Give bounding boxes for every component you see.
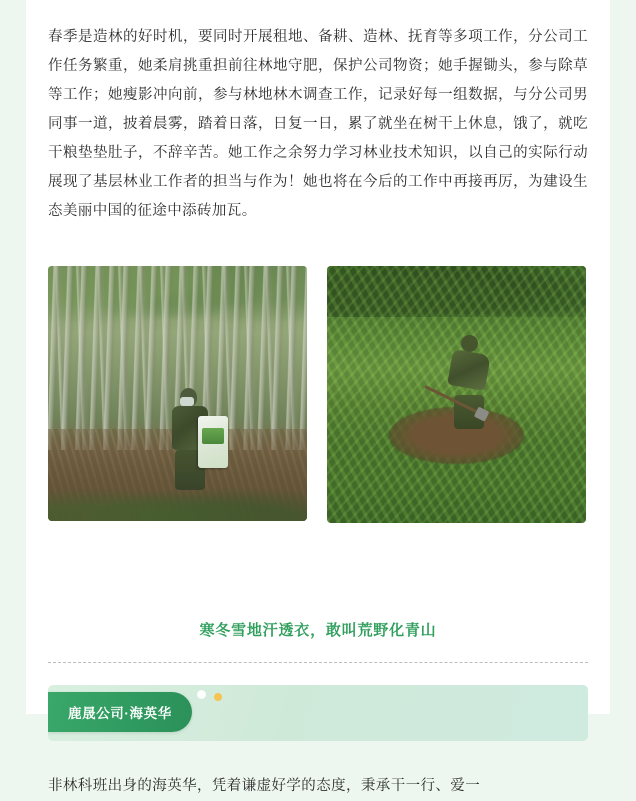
photo-row xyxy=(26,240,610,523)
photo-forest-sapling-carry xyxy=(48,266,307,521)
decorative-dot-white-icon xyxy=(197,690,206,699)
section-banner xyxy=(48,685,588,741)
article-content xyxy=(26,0,610,794)
article-paragraph: 春季是造林的好时机，要同时开展租地、备耕、造林、抚育等多项工作，分公司工作任务繁重，她柔肩挑重担前往林地守肥，保护公司物资；她手握锄头，参与除草等工作；她瘦影冲向前，参与林地林木调查工作，记录好每一组数据，与分公司男同事一道，披着晨雾，踏着日落，日复一日，累了就坐在树干上休息，饿了，就吃干粮垫垫肚子，不辞辛苦。她工作之余努力学习林业技术知识，以自己的实际行动展现了基层林业工作者的担当与作为！她也将在今后的工作中再接再厉，为建设生态美丽中国的征途中添砖加瓦。 xyxy=(48,28,588,219)
page-left-margin xyxy=(0,0,26,714)
dashed-divider xyxy=(48,662,588,663)
page-right-margin xyxy=(610,0,636,714)
section-divider-wrap xyxy=(26,640,610,663)
photo2-worker-body xyxy=(448,349,492,391)
photo2-worker xyxy=(441,335,508,438)
photo1-worker-mask xyxy=(180,397,194,406)
article-paragraph-continued: 非林科班出身的海英华，凭着谦虚好学的态度，秉承干一行、爱一 xyxy=(48,777,481,794)
photo-hoeing-grass xyxy=(327,266,586,523)
section-tag-label: 鹿晟公司·海英华 xyxy=(48,692,192,732)
photo1-sapling-bag xyxy=(198,416,228,468)
decorative-dot-yellow-icon xyxy=(214,693,222,701)
photo-caption: 寒冬雪地汗透衣，敢叫荒野化青山 xyxy=(199,622,437,639)
photo1-worker xyxy=(159,386,237,501)
